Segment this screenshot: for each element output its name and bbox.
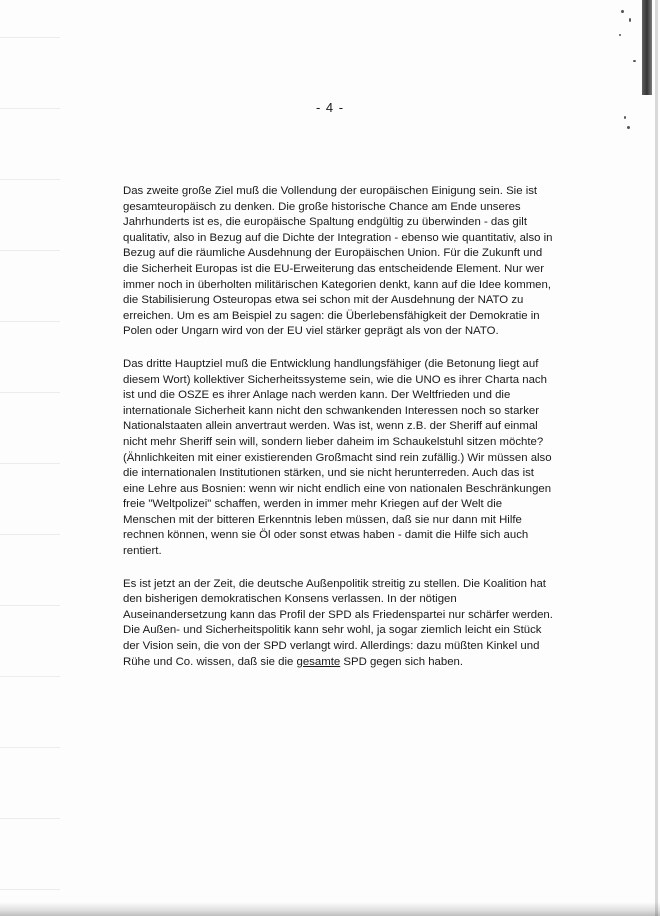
text-line: Auseinandersetzung kann das Profil der SPD als Friedenspartei nur schärfer werden. — [123, 608, 553, 621]
text-line: der Vision sein, die von der SPD verlangt wird. Allerdings: dazu müßten Kinkel und — [123, 640, 540, 653]
scan-bottom-shadow — [0, 902, 660, 916]
text-line: die Sicherheit Europas ist die EU-Erweiterung das entscheidende Element. Nur wer — [123, 262, 545, 275]
text-line: rechnen können, wenn sie Öl oder sonst etwas haben - damit die Hilfe sich auch — [123, 529, 529, 542]
text-line: die Stabilisierung Osteuropas etwa sei schon mit der Ausdehnung der NATO zu — [123, 294, 524, 307]
text-segment: Rühe und Co. wissen, daß sie die — [123, 655, 294, 668]
text-line: Das zweite große Ziel muß die Vollendung der europäischen Einigung sein. Sie ist — [123, 185, 538, 197]
text-line: Es ist jetzt an der Zeit, die deutsche Außenpolitik streitig zu stellen. Die Koalition hat — [123, 577, 546, 590]
underlined-word: gesamte — [296, 655, 341, 668]
scan-edge-artifact — [614, 0, 660, 916]
text-line-final — [123, 655, 547, 671]
paragraph-2 — [123, 357, 552, 560]
paragraph-1 — [123, 184, 553, 340]
text-line: Jahrhunderts ist es, die europäische Spaltung endgültig zu überwinden - das gilt — [123, 216, 527, 229]
text-line: internationale Sicherheit kann nicht den schwankenden Interessen noch so starker — [123, 404, 540, 417]
text-line: qualitativ, also in Bezug auf die Dichte der Integration - ebenso wie quantitativ, also in — [123, 231, 553, 244]
paragraph-3 — [123, 577, 553, 671]
scan-specks — [615, 0, 640, 140]
scan-edge-bar — [642, 0, 652, 95]
text-line: Nationalstaaten allein anvertraut werden. Was ist, wenn z.B. der Sheriff auf einmal — [123, 420, 538, 433]
text-line: nicht mehr Sheriff sein will, sondern lieber daheim im Schaukelstuhl sitzen möchte? — [123, 435, 544, 448]
text-line: Bezug auf die räumliche Ausdehnung der Europäischen Union. Für die Zukunft und — [123, 247, 543, 260]
text-line: eine Lehre aus Bosnien: wenn wir nicht endlich eine von nationalen Beschränkungen — [123, 482, 552, 495]
text-line: Das dritte Hauptziel muß die Entwicklung handlungsfähiger (die Betonung liegt auf — [123, 357, 539, 370]
text-line: immer noch in überholten militärischen Kategorien denkt, kann auf die Idee kommen, — [123, 278, 552, 291]
text-line: Menschen mit der bitteren Erkenntnis leben müssen, daß sie nur dann mit Hilfe — [123, 513, 522, 526]
scan-noise — [0, 0, 60, 916]
document-body — [123, 184, 553, 687]
text-line: diesem Wort) kollektiver Sicherheitssysteme sein, wie die UNO es ihrer Charta nach — [123, 373, 547, 386]
text-line: Die Außen- und Sicherheitspolitik kann sehr wohl, ja sogar ziemlich leicht ein Stück — [123, 624, 542, 637]
text-line: erreichen. Um es am Beispiel zu sagen: die Überlebensfähigkeit der Demokratie in — [123, 309, 540, 322]
text-line: Polen oder Ungarn wird von der EU viel stärker geprägt als von der NATO. — [123, 325, 499, 338]
text-segment: SPD gegen sich haben. — [340, 655, 464, 668]
text-line: rentiert. — [123, 545, 162, 558]
text-line: (Ähnlichkeiten mit einer existierenden Großmacht sind rein zufällig.) Wir müssen also — [123, 451, 552, 464]
text-line: ist und die OSZE es ihrer Anlage nach werden kann. Der Weltfrieden und die — [123, 389, 511, 402]
text-line: die internationalen Institutionen stärken, und sie nicht herunterreden. Auch das ist — [123, 467, 534, 480]
page-number: - 4 - — [315, 100, 345, 115]
text-line: den bisherigen demokratischen Konsens verlassen. In der nötigen — [123, 593, 457, 606]
text-line: gesamteuropäisch zu denken. Die große historische Chance am Ende unseres — [123, 200, 521, 213]
text-line: freie "Weltpolizei" schaffen, werden in immer mehr Kriegen auf der Welt die — [123, 498, 503, 511]
scan-edge-line — [655, 0, 658, 916]
